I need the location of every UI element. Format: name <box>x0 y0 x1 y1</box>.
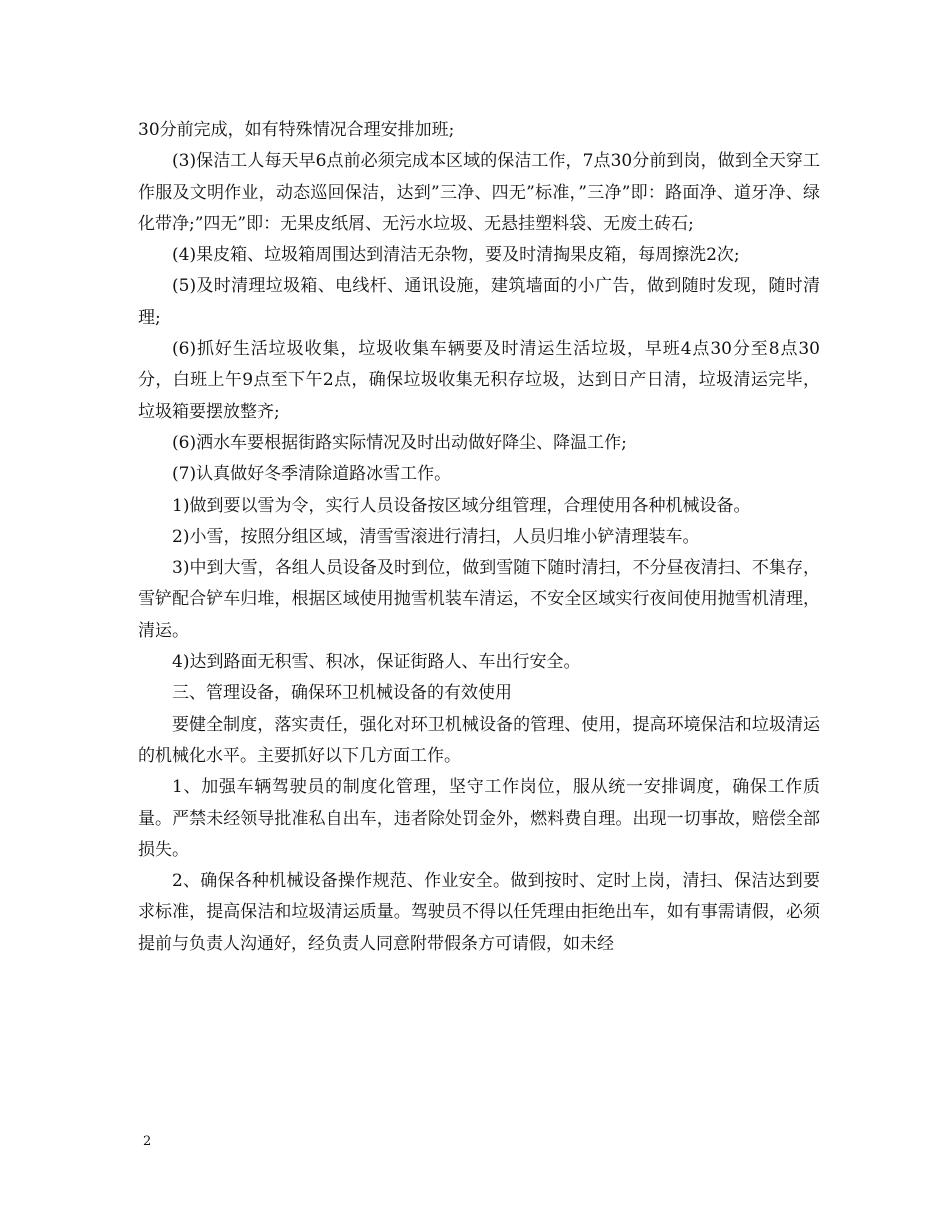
page-number: 2 <box>143 1134 152 1149</box>
paragraph: 要健全制度，落实责任，强化对环卫机械设备的管理、使用，提高环境保洁和垃圾清运的机械化水平。主要抓好以下几方面工作。 <box>138 714 820 766</box>
paragraph: 2、确保各种机械设备操作规范、作业安全。做到按时、定时上岗，清扫、保洁达到要求标准，提高保洁和垃圾清运质量。驾驶员不得以任凭理由拒绝出车，如有事需请假，必须提前与负责人沟通好，经负责人同意附带假条方可请假，如未经 <box>138 871 820 954</box>
section-heading: 三、管理设备，确保环卫机械设备的有效使用 <box>172 683 512 704</box>
paragraph: (7)认真做好冬季清除道路冰雪工作。 <box>172 464 452 485</box>
paragraph: 1)做到要以雪为令，实行人员设备按区域分组管理，合理使用各种机械设备。 <box>172 495 751 516</box>
paragraph: 4)达到路面无积雪、积冰，保证街路人、车出行安全。 <box>172 652 581 673</box>
paragraph: 2)小雪，按照分组区域，清雪雪滚进行清扫，人员归堆小铲清理装车。 <box>172 526 700 547</box>
paragraph: (3)保洁工人每天早6点前必须完成本区域的保洁工作，7点30分前到岗，做到全天穿工作服及文明作业，动态巡回保洁，达到”三净、四无”标准，”三净”即：路面净、道牙净、绿化带净;”四无”即：无果皮纸屑、无污水垃圾、无悬挂塑料袋、无废土砖石; <box>138 151 820 234</box>
paragraph: 3)中到大雪，各组人员设备及时到位，做到雪随下随时清扫，不分昼夜清扫、不集存，雪铲配合铲车归堆，根据区域使用抛雪机装车清运，不安全区域实行夜间使用抛雪机清理，清运。 <box>138 558 820 641</box>
body-text <box>138 115 820 960</box>
paragraph: 1、加强车辆驾驶员的制度化管理，坚守工作岗位，服从统一安排调度，确保工作质量。严禁未经领导批准私自出车，违者除处罚金外，燃料费自理。出现一切事故，赔偿全部损失。 <box>138 777 820 860</box>
paragraph: (6)洒水车要根据街路实际情况及时出动做好降尘、降温工作; <box>172 432 627 453</box>
paragraph: (4)果皮箱、垃圾箱周围达到清洁无杂物，要及时清掏果皮箱，每周擦洗2次; <box>172 245 740 266</box>
paragraph: 30分前完成，如有特殊情况合理安排加班; <box>138 120 455 140</box>
paragraph: (5)及时清理垃圾箱、电线杆、通讯设施，建筑墙面的小广告，做到随时发现，随时清理; <box>138 276 820 328</box>
paragraph: (6)抓好生活垃圾收集，垃圾收集车辆要及时清运生活垃圾，早班4点30分至8点30分，白班上午9点至下午2点，确保垃圾收集无积存垃圾，达到日产日清，垃圾清运完毕，垃圾箱要摆放整齐; <box>138 339 820 422</box>
